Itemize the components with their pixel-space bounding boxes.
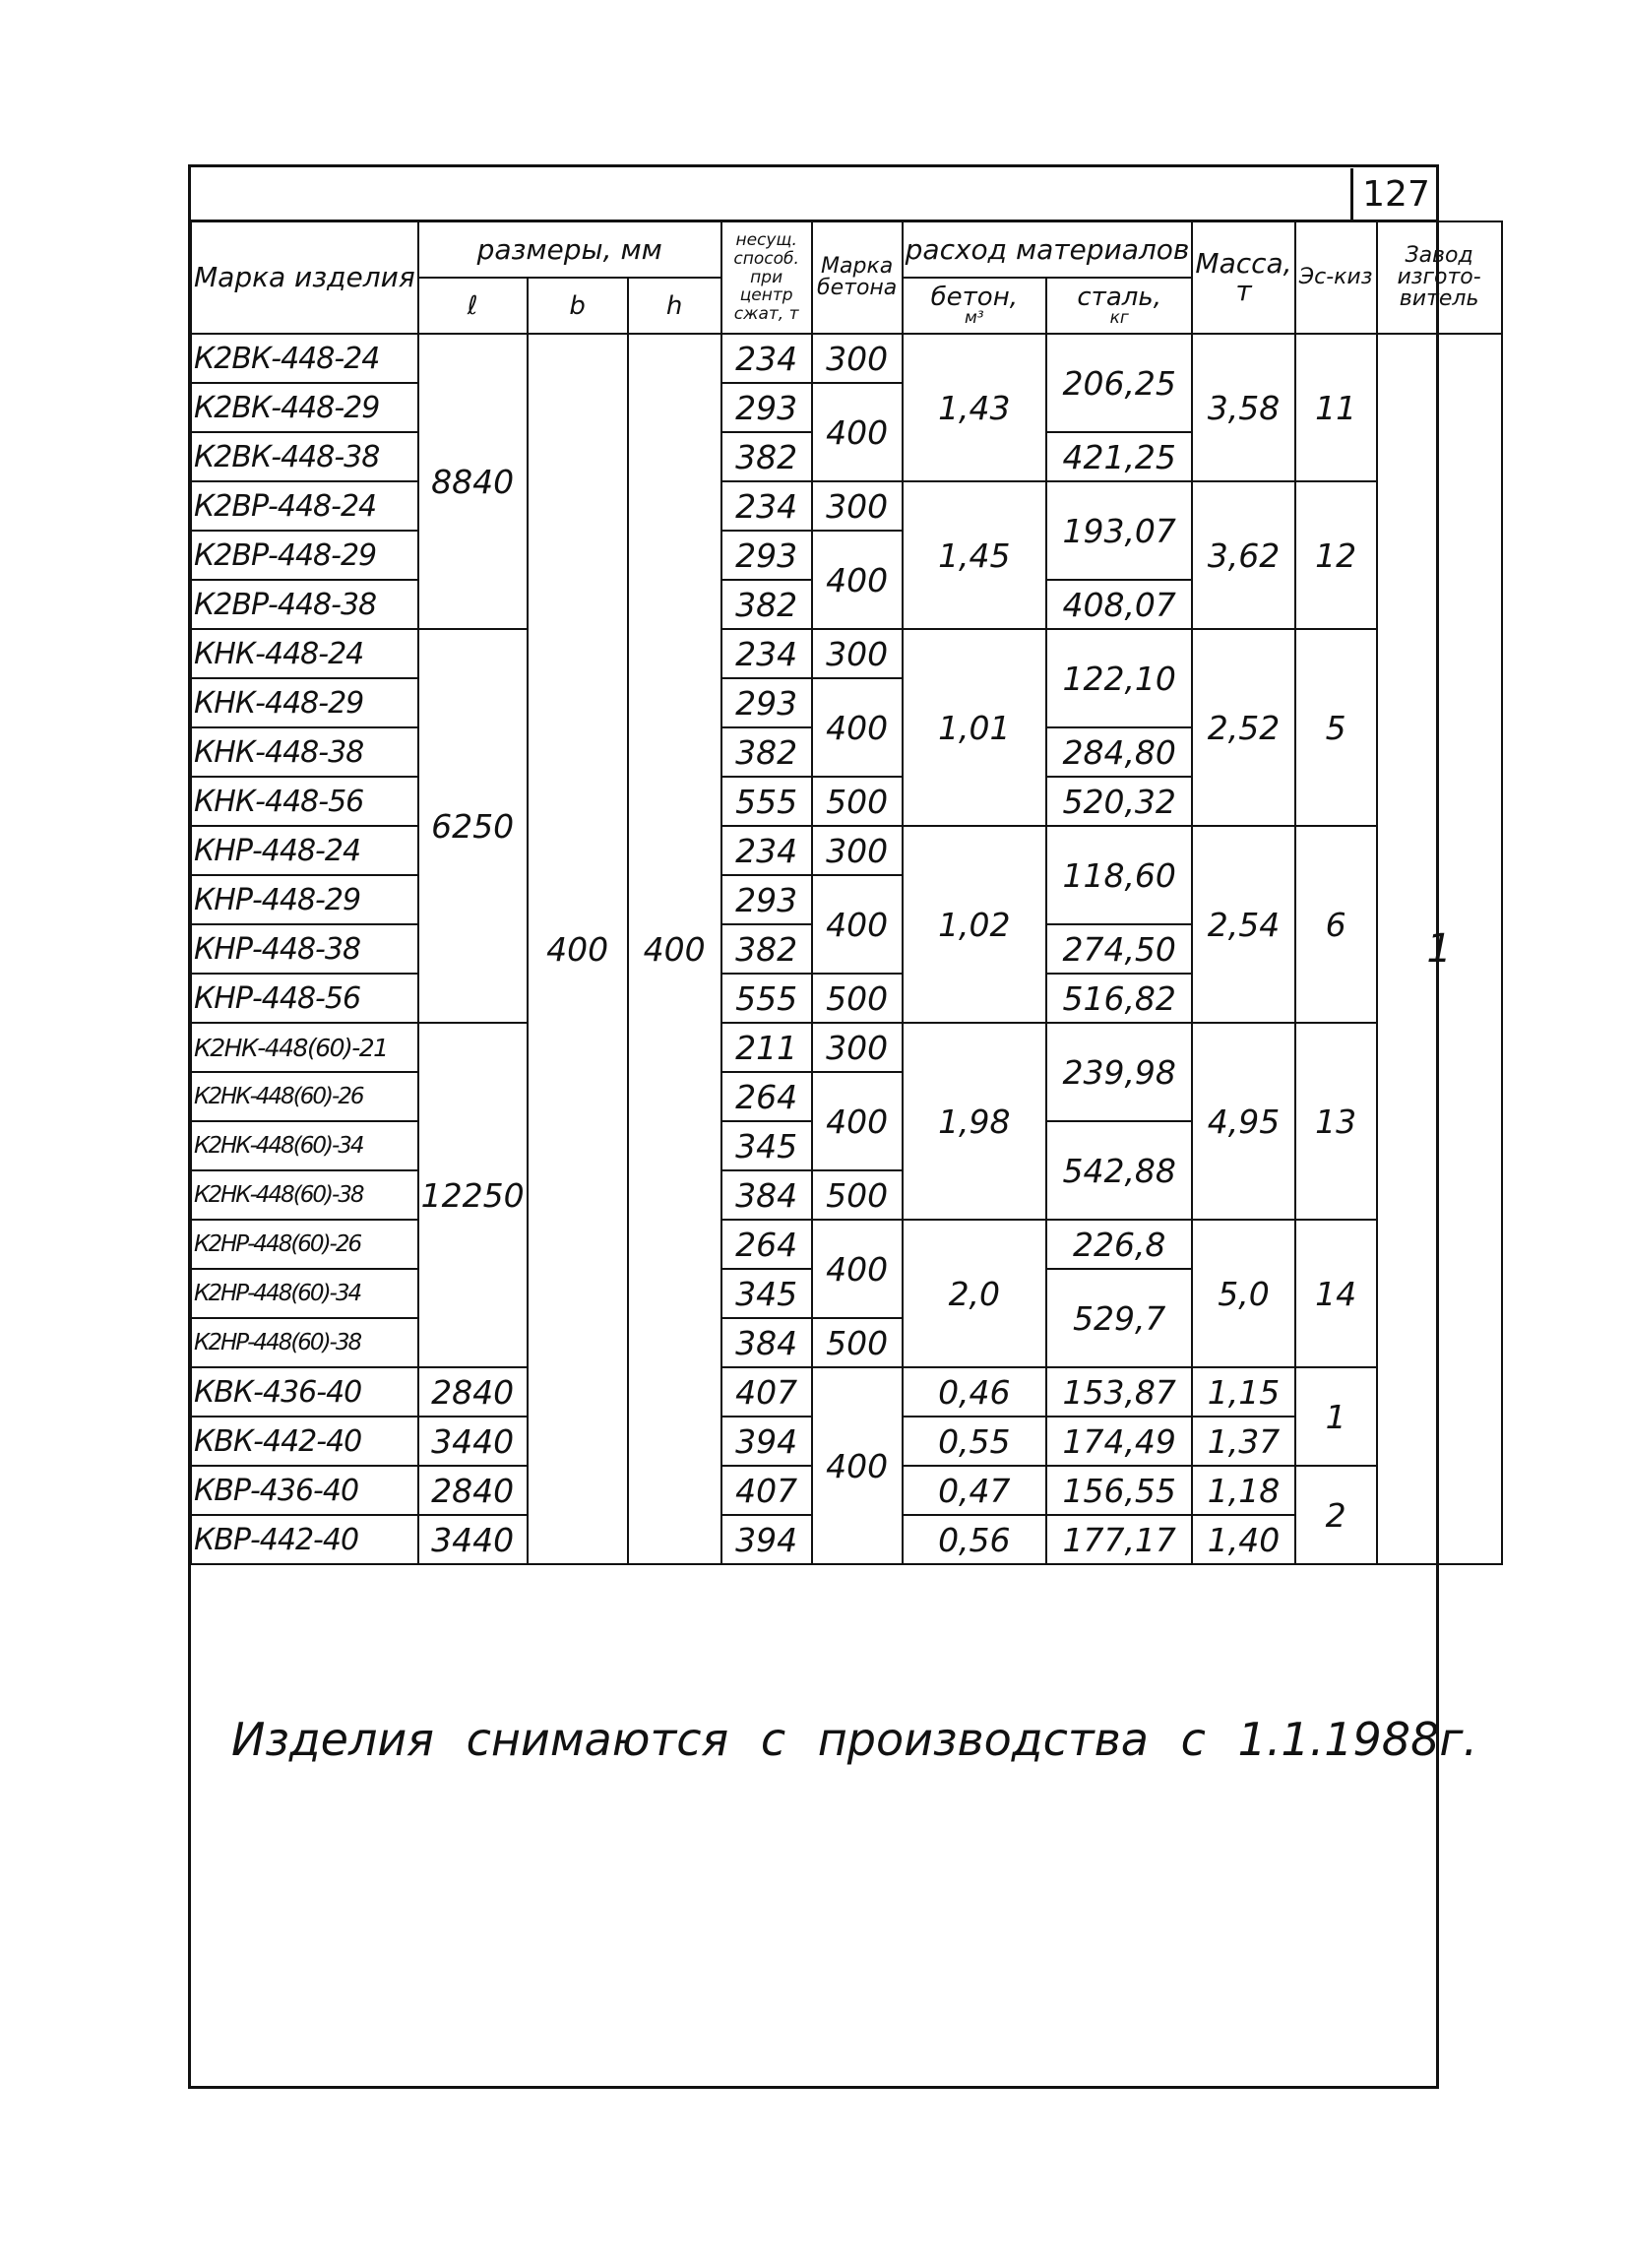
header-dim-b: b: [528, 278, 628, 334]
row-mark: К2ВК-448-29: [191, 383, 418, 432]
cell-grade: 400: [812, 531, 903, 629]
cell-capacity: 211: [721, 1023, 812, 1072]
cell-capacity: 407: [721, 1367, 812, 1417]
header-capacity: несущ. способ. при центр сжат, т: [721, 221, 812, 334]
cell-mass: 1,18: [1192, 1466, 1294, 1515]
header-steel-unit: кг: [1109, 308, 1129, 328]
cell-grade: 300: [812, 481, 903, 531]
cell-grade: 400: [812, 875, 903, 974]
table-row: [191, 1367, 1502, 1417]
table-row: [191, 481, 1502, 531]
row-mark: КВР-436-40: [191, 1466, 418, 1515]
cell-capacity: 234: [721, 629, 812, 678]
cell-capacity: 382: [721, 924, 812, 974]
cell-capacity: 293: [721, 678, 812, 727]
cell-length: 3440: [418, 1515, 528, 1564]
header-factory: Завод изгото-витель: [1377, 221, 1502, 334]
table-row: [191, 1023, 1502, 1072]
cell-mass: 4,95: [1192, 1023, 1294, 1220]
cell-capacity: 384: [721, 1318, 812, 1367]
row-mark: К2НР-448(60)-26: [191, 1220, 418, 1269]
cell-grade: 400: [812, 678, 903, 777]
cell-steel: 174,49: [1046, 1417, 1192, 1466]
cell-sketch: 2: [1295, 1466, 1377, 1564]
row-mark: КНР-448-38: [191, 924, 418, 974]
cell-mass: 1,40: [1192, 1515, 1294, 1564]
cell-grade: 400: [812, 1220, 903, 1318]
cell-grade: 300: [812, 1023, 903, 1072]
cell-sketch: 14: [1295, 1220, 1377, 1367]
cell-mass: 5,0: [1192, 1220, 1294, 1367]
cell-width: 400: [528, 334, 628, 1564]
cell-length: 3440: [418, 1417, 528, 1466]
row-mark: КНР-448-24: [191, 826, 418, 875]
page-number: 127: [1350, 168, 1439, 220]
cell-steel: 542,88: [1046, 1121, 1192, 1220]
cell-capacity: 394: [721, 1515, 812, 1564]
cell-capacity: 394: [721, 1417, 812, 1466]
cell-concrete: 0,55: [903, 1417, 1046, 1466]
header-concrete: [903, 278, 1046, 334]
header-dims: размеры, мм: [418, 221, 721, 278]
cell-mass: 1,37: [1192, 1417, 1294, 1466]
cell-length: 8840: [418, 334, 528, 629]
cell-concrete: 0,56: [903, 1515, 1046, 1564]
cell-steel: 153,87: [1046, 1367, 1192, 1417]
cell-grade: 500: [812, 777, 903, 826]
cell-steel: 193,07: [1046, 481, 1192, 580]
cell-steel: 239,98: [1046, 1023, 1192, 1121]
cell-steel: 122,10: [1046, 629, 1192, 727]
row-mark: КВК-436-40: [191, 1367, 418, 1417]
table-row: [191, 826, 1502, 875]
discontinuation-note: Изделия снимаются с производства с 1.1.1988г.: [231, 1713, 1478, 1766]
table-row: [191, 629, 1502, 678]
cell-capacity: 382: [721, 580, 812, 629]
cell-steel: 284,80: [1046, 727, 1192, 777]
cell-capacity: 234: [721, 481, 812, 531]
cell-steel: 226,8: [1046, 1220, 1192, 1269]
row-mark: К2ВК-448-24: [191, 334, 418, 383]
cell-capacity: 234: [721, 826, 812, 875]
cell-steel: 206,25: [1046, 334, 1192, 432]
header-concrete-grade: Марка бетона: [812, 221, 903, 334]
cell-steel: 529,7: [1046, 1269, 1192, 1367]
cell-sketch: 12: [1295, 481, 1377, 629]
row-mark: КВР-442-40: [191, 1515, 418, 1564]
header-dim-h: h: [628, 278, 721, 334]
cell-concrete: 0,46: [903, 1367, 1046, 1417]
cell-length: 2840: [418, 1367, 528, 1417]
cell-concrete: 1,45: [903, 481, 1046, 629]
cell-mass: 2,52: [1192, 629, 1294, 826]
cell-factory: 1: [1377, 334, 1502, 1564]
spec-table: [190, 220, 1503, 1565]
cell-steel: 421,25: [1046, 432, 1192, 481]
header-concrete-unit: м³: [964, 308, 984, 328]
header-concrete-label: бетон,: [930, 283, 1018, 312]
header-steel-label: сталь,: [1077, 283, 1161, 312]
row-mark: К2НК-448(60)-34: [191, 1121, 418, 1170]
header-dim-l: ℓ: [418, 278, 528, 334]
row-mark: КНР-448-56: [191, 974, 418, 1023]
cell-sketch: 13: [1295, 1023, 1377, 1220]
row-mark: К2НР-448(60)-34: [191, 1269, 418, 1318]
cell-capacity: 555: [721, 777, 812, 826]
cell-sketch: 11: [1295, 334, 1377, 481]
header-mass: [1192, 221, 1294, 334]
cell-steel: 408,07: [1046, 580, 1192, 629]
cell-sketch: 1: [1295, 1367, 1377, 1466]
cell-capacity: 407: [721, 1466, 812, 1515]
cell-grade: 300: [812, 334, 903, 383]
row-mark: КНК-448-38: [191, 727, 418, 777]
cell-capacity: 234: [721, 334, 812, 383]
table-row: [191, 334, 1502, 383]
cell-grade: 300: [812, 629, 903, 678]
cell-capacity: 382: [721, 727, 812, 777]
row-mark: К2ВР-448-38: [191, 580, 418, 629]
cell-grade: 400: [812, 1367, 903, 1564]
row-mark: К2ВК-448-38: [191, 432, 418, 481]
cell-capacity: 264: [721, 1072, 812, 1121]
cell-mass: 3,62: [1192, 481, 1294, 629]
cell-grade: 400: [812, 1072, 903, 1170]
cell-mass: 1,15: [1192, 1367, 1294, 1417]
cell-grade: 500: [812, 1318, 903, 1367]
cell-grade: 500: [812, 974, 903, 1023]
cell-capacity: 345: [721, 1121, 812, 1170]
cell-concrete: 2,0: [903, 1220, 1046, 1367]
table-row: [191, 1220, 1502, 1269]
cell-capacity: 382: [721, 432, 812, 481]
cell-length: 6250: [418, 629, 528, 1023]
cell-steel: 274,50: [1046, 924, 1192, 974]
cell-capacity: 293: [721, 383, 812, 432]
cell-capacity: 293: [721, 531, 812, 580]
cell-steel: 118,60: [1046, 826, 1192, 924]
cell-steel: 520,32: [1046, 777, 1192, 826]
row-mark: КНК-448-56: [191, 777, 418, 826]
header-consumption: расход материалов: [903, 221, 1193, 278]
row-mark: КНР-448-29: [191, 875, 418, 924]
row-mark: К2НР-448(60)-38: [191, 1318, 418, 1367]
cell-capacity: 293: [721, 875, 812, 924]
row-mark: К2НК-448(60)-38: [191, 1170, 418, 1220]
row-mark: КНК-448-29: [191, 678, 418, 727]
row-mark: К2ВР-448-29: [191, 531, 418, 580]
cell-capacity: 264: [721, 1220, 812, 1269]
header-mark: Марка изделия: [191, 221, 418, 334]
cell-capacity: 555: [721, 974, 812, 1023]
header-mass-unit: т: [1235, 275, 1252, 307]
cell-length: 12250: [418, 1023, 528, 1367]
row-mark: К2ВР-448-24: [191, 481, 418, 531]
row-mark: К2НК-448(60)-21: [191, 1023, 418, 1072]
cell-concrete: 1,43: [903, 334, 1046, 481]
cell-mass: 3,58: [1192, 334, 1294, 481]
cell-length: 2840: [418, 1466, 528, 1515]
cell-concrete: 1,98: [903, 1023, 1046, 1220]
cell-concrete: 0,47: [903, 1466, 1046, 1515]
cell-sketch: 5: [1295, 629, 1377, 826]
row-mark: КНК-448-24: [191, 629, 418, 678]
cell-grade: 500: [812, 1170, 903, 1220]
cell-steel: 156,55: [1046, 1466, 1192, 1515]
cell-grade: 300: [812, 826, 903, 875]
cell-capacity: 345: [721, 1269, 812, 1318]
row-mark: КВК-442-40: [191, 1417, 418, 1466]
cell-steel: 516,82: [1046, 974, 1192, 1023]
cell-concrete: 1,02: [903, 826, 1046, 1023]
cell-height: 400: [628, 334, 721, 1564]
cell-capacity: 384: [721, 1170, 812, 1220]
cell-mass: 2,54: [1192, 826, 1294, 1023]
row-mark: К2НК-448(60)-26: [191, 1072, 418, 1121]
cell-steel: 177,17: [1046, 1515, 1192, 1564]
header-mass-label: Масса,: [1195, 247, 1292, 280]
header-steel: [1046, 278, 1192, 334]
cell-grade: 400: [812, 383, 903, 481]
header-sketch: Эс-киз: [1295, 221, 1377, 334]
cell-sketch: 6: [1295, 826, 1377, 1023]
cell-concrete: 1,01: [903, 629, 1046, 826]
